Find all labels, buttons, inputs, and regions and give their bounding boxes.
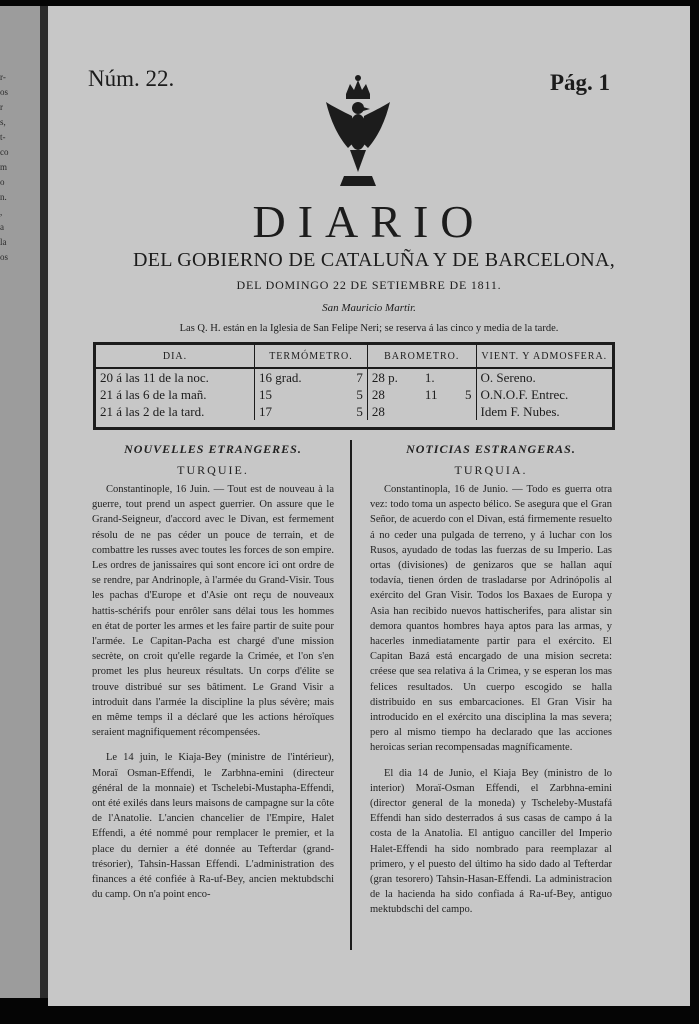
issue-number: Núm. 22. (88, 66, 175, 91)
article-paragraph: Constantinopla, 16 de Junio. — Todo es guerra otra vez: todo toma un aspecto bélico. Se asegura que el Gran Señor, de acuerdo con el Divan, está firmemente resuelto á no ceder una pulgada de terreno, y á luchar con los Rusos, ayudado de todas las fuerzas de su Imperio. Las ortas (divisiones) de genizaros que se hallan aquí todavía, tienen órden de trasladarse por Adrinópolis al exército del Gran Visir. Todos los Baxaes de Europa y Asia han recibido nuevos hattischerifes, para alistar sin demora quantos hombres haya aptos para las armas, y hacerles inmediatamente partir para el exército. El Capitan Bazá está encargado de una mision secreta: créese que sea relativa á la Crimea, y se esperan los mas felices resultados. Un cuerpo escogido se halla distribuido en sus embarcaciones. El Gran Visir ha introducido en el exército una disciplina la mas severa; pero al mismo tiempo ha declarado que las acciones heroicas serian recompensadas magníficamente. (370, 484, 612, 754)
baro-lines-cell: 11 (424, 386, 438, 402)
day-cell: 20 á las 11 de la noc. (100, 369, 209, 385)
french-column (92, 442, 334, 912)
weather-table (93, 342, 615, 430)
baro-inches-cell: 28 (367, 386, 421, 403)
facing-page-edge (0, 6, 40, 998)
baro-fraction-cell (453, 403, 476, 420)
baro-inches-cell: 28 p. (367, 368, 421, 386)
page-number: Pág. 1 (549, 70, 610, 95)
wind-cell: O.N.O.F. Entrec. (476, 386, 612, 403)
day-cell: 21 á las 6 de la mañ. (100, 386, 207, 402)
weather-row (96, 403, 612, 420)
wind-cell: O. Sereno. (476, 368, 612, 386)
newspaper-page (48, 6, 690, 1006)
day-cell: 21 á las 2 de la tard. (100, 403, 205, 419)
newspaper-subtitle: DEL GOBIERNO DE CATALUÑA Y DE BARCELONA, (132, 249, 616, 271)
baro-lines-cell: 1. (424, 369, 435, 385)
temp-cell: 15 (255, 386, 342, 403)
temp-cell: 17 (255, 403, 342, 420)
temp-fraction-cell: 5 (356, 386, 363, 402)
baro-fraction-cell (453, 368, 476, 386)
article-paragraph: Le 14 juin, le Kiaja-Bey (ministre de l'intérieur), Moraï Osman-Effendi, le Zarbhna-emini (directeur général de la monnaie) et Tschelebi-Mustapha-Effendi, ont été exilés dans leurs maisons de campagne sur la côte de l'Anatolie. L'ancien chancelier de l'Empire, Halet Effendi, a été nommé pour remplacer le premier, et la place du dernier a été donnée au Tefterdar (grand-trésorier), Tahsin-Hassan Effendi. L'administration des finances a été confiée à Ra-uf-Bey, ancien mektubdschi du camp. On n'a point enco- (92, 752, 334, 901)
header-barometer: BAROMETRO. (367, 345, 476, 368)
baro-fraction-cell: 5 (465, 386, 472, 402)
header-day: DIA. (96, 345, 255, 368)
spanish-country-heading: TURQUIA. (454, 463, 528, 477)
baro-inches-cell: 28 (367, 403, 421, 420)
french-country-heading: TURQUIE. (177, 463, 249, 477)
article-paragraph: El dia 14 de Junio, el Kiaja Bey (ministro de lo interior) Moraï-Osman Effendi, el Zarbhna-emini (director general de la moneda) y Tscheleby-Mustafá Effendi han sido desterrados á sus casas de campo á la costa de la Anatolia. El antiguo canciller del Imperio Halet-Effendi ha sido nombrado para reemplazar al primero, y el puesto del último ha sido dado al Tefterdar (gran tesorero) Tahsin-Hasan-Effendi. La administracion de la hacienda ha sido confiada á Ra-uf-Bey, antiguo mektubdschi del campo. (370, 767, 612, 916)
weather-header-row (96, 345, 612, 368)
header-wind: VIENT. Y ADMOSFERA. (476, 345, 612, 368)
baro-lines-cell (421, 403, 453, 420)
article-paragraph: Constantinople, 16 Juin. — Tout est de nouveau à la guerre, tout prend un aspect guerrier. On assure que le Grand-Seigneur, d'accord avec le Divan, est fermement résolu de ne pas céder un pouce de terrain, et de combattre les russes avec toutes les forces de son empire. Les ordres de janissaires qui sont encore ici ont ordre de se rendre, par Andrinople, à l'armée du Grand-Visir. Tous les pachas d'Europe et d'Asie ont reçu de nouveaux hattis-schérifs pour enrôler sans délai tous les hommes en état de porter les armes et les faire partir de suite pour l'armée. Le Capitan-Pacha est chargé d'une mission secrète, on croit qu'elle regarde la Crimée, et l'on s'en promet les plus heureux résultats. Un corps d'élite se trouve distribué sur ses bâtiment. Le Grand Visir a introduit dans l'armée la discipline la plus sévère; mais en même temps il a déclaré que les actions héroïques seraient magnifiquement récompensées. (92, 484, 334, 739)
weather-row (96, 368, 612, 386)
spanish-column (370, 442, 612, 928)
facing-page-text: r- os r s, t- co m o n. , a la os (0, 72, 9, 262)
book-gutter (40, 6, 48, 998)
french-section-heading: NOUVELLES ETRANGERES. (124, 442, 302, 456)
spanish-section-heading: NOTICIAS ESTRANGERAS. (406, 442, 576, 456)
wind-cell: Idem F. Nubes. (476, 403, 612, 420)
header-thermometer: TERMÓMETRO. (255, 345, 368, 368)
weather-row (96, 386, 612, 403)
temp-cell: 16 grad. (255, 368, 342, 386)
column-rule (350, 440, 352, 950)
saint-of-day: San Mauricio Martir. (322, 302, 416, 314)
crowned-eagle-emblem (322, 72, 394, 192)
church-notice: Las Q. H. están en la Iglesia de San Felipe Neri; se reserva á las cinco y media de la tarde. (179, 323, 559, 334)
newspaper-title: DIARIO (252, 196, 486, 247)
temp-fraction-cell: 5 (356, 403, 363, 419)
issue-date: DEL DOMINGO 22 DE SETIEMBRE DE 1811. (236, 278, 502, 292)
temp-fraction-cell: 7 (356, 369, 363, 385)
